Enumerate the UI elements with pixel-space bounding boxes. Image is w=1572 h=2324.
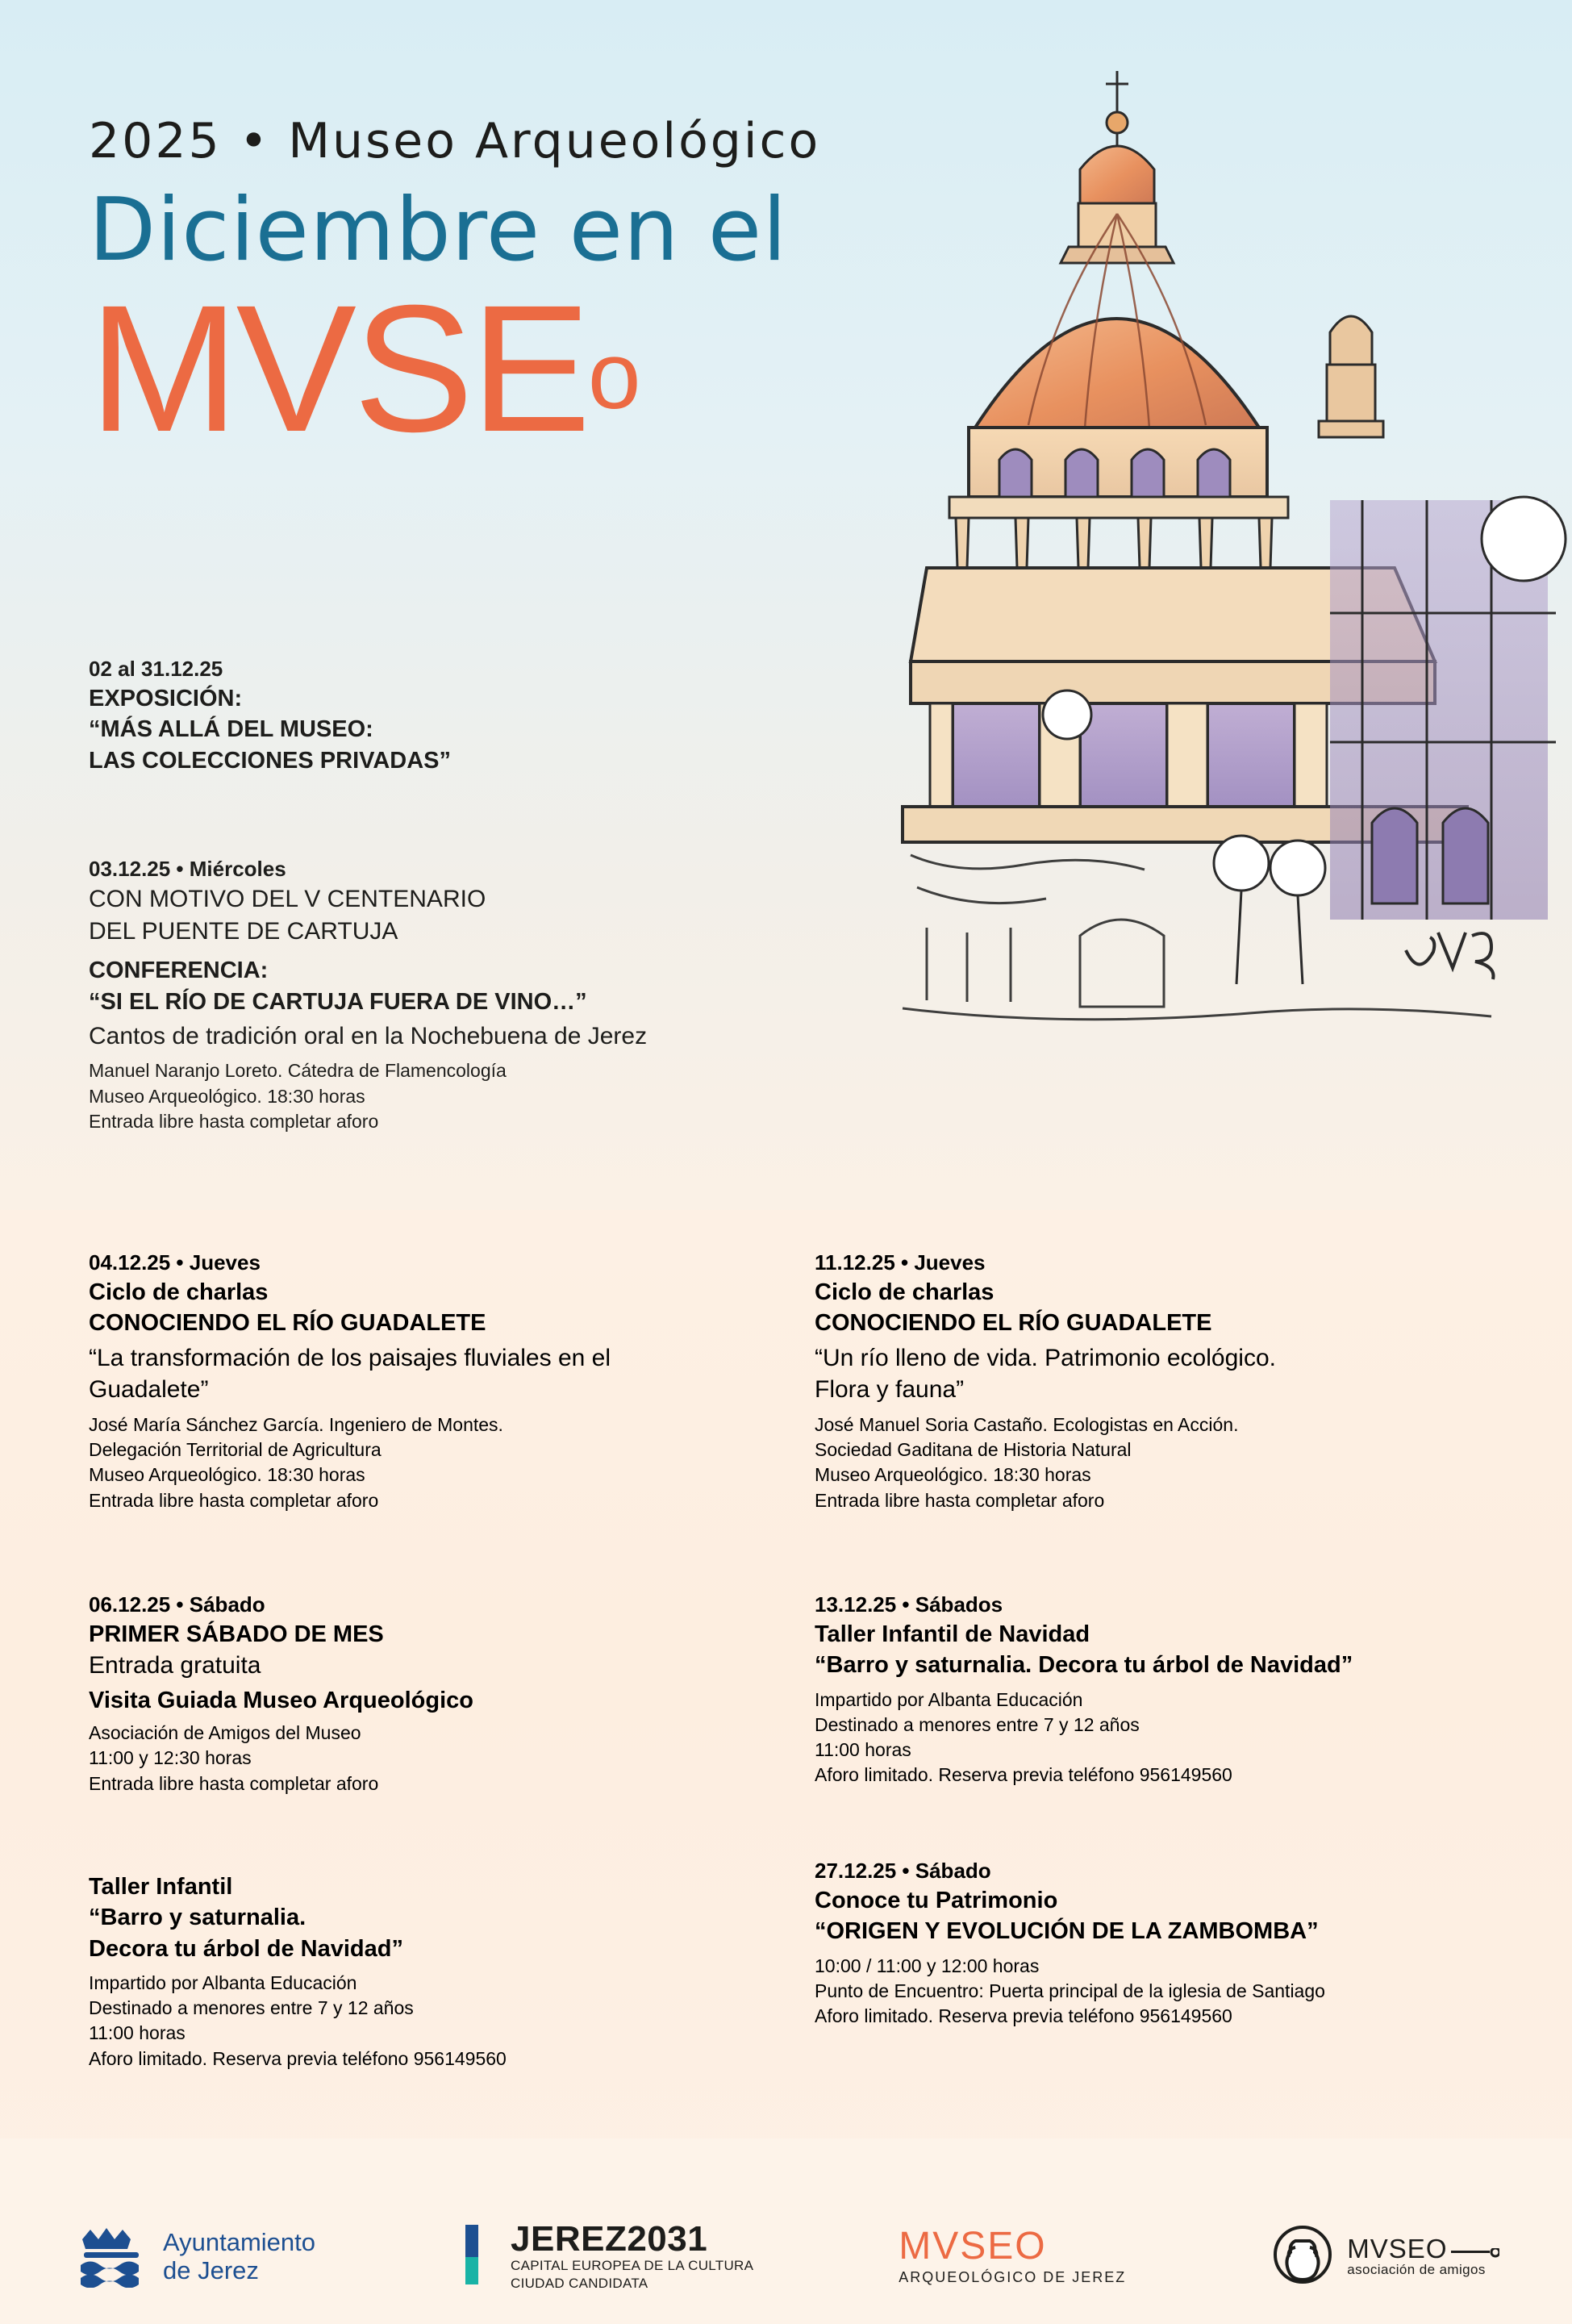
event-04-12-charla	[89, 1249, 782, 1513]
event-06-heading: PRIMER SÁBADO DE MES	[89, 1621, 384, 1648]
taller-heading: Taller Infantil	[89, 1874, 233, 1900]
conferencia-label: CONFERENCIA:	[89, 958, 269, 984]
poster-footer	[0, 2138, 1572, 2324]
taller-detail3: 11:00 horas	[89, 2022, 186, 2044]
amigos-sub: asociación de amigos	[1347, 2262, 1486, 2277]
logo-jerez2031	[461, 2219, 754, 2292]
amphora-circle-icon	[1271, 2223, 1334, 2290]
event-27-detail2: Punto de Encuentro: Puerta principal de la iglesia de Santiago	[815, 1980, 1325, 2001]
event-11-detail4: Entrada libre hasta completar aforo	[815, 1489, 1105, 1511]
taller-title-line1: “Barro y saturnalia.	[89, 1905, 306, 1931]
event-04-series: Ciclo de charlas	[89, 1279, 269, 1306]
conferencia-speaker: Manuel Naranjo Loreto. Cátedra de Flamencología	[89, 1060, 507, 1082]
amigos-title: MVSEO	[1347, 2234, 1448, 2264]
jerez2031-sub2: CIUDAD CANDIDATA	[511, 2275, 648, 2291]
event-27-detail3: Aforo limitado. Reserva previa teléfono 956149560	[815, 2005, 1232, 2027]
event-04-detail4: Entrada libre hasta completar aforo	[89, 1489, 379, 1511]
event-11-talk-line2: Flora y fauna”	[815, 1376, 965, 1404]
event-06-free: Entrada gratuita	[89, 1652, 261, 1679]
ayuntamiento-line1: Ayuntamiento	[163, 2227, 315, 2256]
event-11-date: 11.12.25 • Jueves	[815, 1250, 986, 1275]
event-06-detail3: Entrada libre hasta completar aforo	[89, 1772, 379, 1794]
event-04-detail1: José María Sánchez García. Ingeniero de Montes.	[89, 1413, 503, 1435]
event-27-date: 27.12.25 • Sábado	[815, 1859, 991, 1883]
page-title-line1: Diciembre en el	[89, 180, 788, 281]
jerez2031-sub1: CAPITAL EUROPEA DE LA CULTURA	[511, 2258, 754, 2274]
exposicion-dates: 02 al 31.12.25	[89, 657, 223, 681]
conferencia-date: 03.12.25 • Miércoles	[89, 857, 286, 881]
event-04-date: 04.12.25 • Jueves	[89, 1250, 261, 1275]
ayuntamiento-label	[163, 2229, 315, 2284]
conferencia-context-line2: DEL PUENTE DE CARTUJA	[89, 917, 398, 945]
event-27-heading: Conoce tu Patrimonio	[815, 1888, 1058, 1914]
page-title-mvse: MVSE	[89, 268, 588, 469]
event-13-title: “Barro y saturnalia. Decora tu árbol de Navidad”	[815, 1652, 1353, 1679]
page-title-o: o	[587, 323, 638, 429]
crown-waves-icon	[73, 2222, 150, 2292]
event-11-detail1: José Manuel Soria Castaño. Ecologistas en Acción.	[815, 1413, 1239, 1435]
event-11-talk-line1: “Un río lleno de vida. Patrimonio ecológico.	[815, 1344, 1276, 1371]
event-11-series-title: CONOCIENDO EL RÍO GUADALETE	[815, 1310, 1212, 1337]
event-04-series-title: CONOCIENDO EL RÍO GUADALETE	[89, 1310, 486, 1337]
event-13-detail1: Impartido por Albanta Educación	[815, 1688, 1083, 1710]
kicker-museum: Museo Arqueológico	[288, 113, 821, 169]
ayuntamiento-line2: de Jerez	[163, 2255, 259, 2284]
conferencia-context-line1: CON MOTIVO DEL V CENTENARIO	[89, 886, 486, 913]
conferencia-title: “SI EL RÍO DE CARTUJA FUERA DE VINO…”	[89, 988, 587, 1015]
event-13-detail2: Destinado a menores entre 7 y 12 años	[815, 1713, 1140, 1735]
event-13-date: 13.12.25 • Sábados	[815, 1592, 1003, 1617]
amigos-label	[1347, 2235, 1499, 2278]
exposicion-title-line2: LAS COLECCIONES PRIVADAS”	[89, 747, 452, 774]
taller-title-line2: Decora tu árbol de Navidad”	[89, 1935, 403, 1962]
jerez2031-title: JEREZ2031	[511, 2219, 708, 2259]
event-06-detail2: 11:00 y 12:30 horas	[89, 1747, 252, 1769]
event-11-series: Ciclo de charlas	[815, 1279, 994, 1306]
exposicion-title-line1: “MÁS ALLÁ DEL MUSEO:	[89, 716, 373, 743]
exposicion-label: EXPOSICIÓN:	[89, 686, 243, 712]
event-06-activity: Visita Guiada Museo Arqueológico	[89, 1687, 473, 1713]
event-06-detail1: Asociación de Amigos del Museo	[89, 1722, 361, 1744]
event-06-date: 06.12.25 • Sábado	[89, 1592, 265, 1617]
event-04-talk-line2: Guadalete”	[89, 1376, 209, 1404]
jerez2031-label	[511, 2219, 754, 2292]
event-taller-infantil	[89, 1871, 782, 2072]
event-27-title: “ORIGEN Y EVOLUCIÓN DE LA ZAMBOMBA”	[815, 1918, 1319, 1945]
logo-asociacion-de-amigos	[1271, 2223, 1499, 2290]
event-11-detail3: Museo Arqueológico. 18:30 horas	[815, 1464, 1091, 1486]
event-27-12-patrimonio	[815, 1857, 1524, 2029]
page-title-line2	[89, 268, 1218, 469]
kicker-year: 2025	[89, 113, 222, 169]
logo-mvseo-arqueologico	[899, 2227, 1126, 2286]
event-13-detail4: Aforo limitado. Reserva previa teléfono 956149560	[815, 1764, 1232, 1786]
kicker-bullet-icon: •	[239, 113, 271, 169]
event-06-12-sabado	[89, 1591, 782, 1796]
event-conferencia	[89, 855, 911, 1134]
event-13-detail3: 11:00 horas	[815, 1739, 911, 1761]
mvseo-sub: ARQUEOLÓGICO DE JEREZ	[899, 2269, 1127, 2285]
event-13-heading: Taller Infantil de Navidad	[815, 1621, 1090, 1648]
event-13-12-taller	[815, 1591, 1524, 1788]
poster-header	[89, 113, 1218, 469]
logo-ayuntamiento-de-jerez	[73, 2222, 315, 2292]
mvseo-title: MVSEO	[899, 2225, 1047, 2268]
event-27-detail1: 10:00 / 11:00 y 12:00 horas	[815, 1955, 1040, 1976]
event-11-12-charla	[815, 1249, 1524, 1513]
event-04-detail3: Museo Arqueológico. 18:30 horas	[89, 1464, 365, 1486]
conferencia-venue: Museo Arqueológico. 18:30 horas	[89, 1085, 365, 1107]
taller-detail1: Impartido por Albanta Educación	[89, 1971, 357, 1993]
event-11-detail2: Sociedad Gaditana de Historia Natural	[815, 1439, 1132, 1461]
taller-detail4: Aforo limitado. Reserva previa teléfono 956149560	[89, 2047, 507, 2069]
conferencia-subtitle: Cantos de tradición oral en la Nochebuena de Jerez	[89, 1022, 648, 1049]
conferencia-entry: Entrada libre hasta completar aforo	[89, 1110, 379, 1132]
amigos-rule-icon	[1451, 2247, 1499, 2261]
event-04-detail2: Delegación Territorial de Agricultura	[89, 1439, 382, 1461]
footer-logo-row	[0, 2219, 1572, 2292]
jerez2031-mark-icon	[461, 2223, 498, 2290]
event-04-talk-line1: “La transformación de los paisajes fluviales en el	[89, 1344, 611, 1371]
taller-detail2: Destinado a menores entre 7 y 12 años	[89, 1997, 414, 2019]
event-exposicion	[89, 655, 750, 776]
page-kicker	[89, 113, 1218, 169]
